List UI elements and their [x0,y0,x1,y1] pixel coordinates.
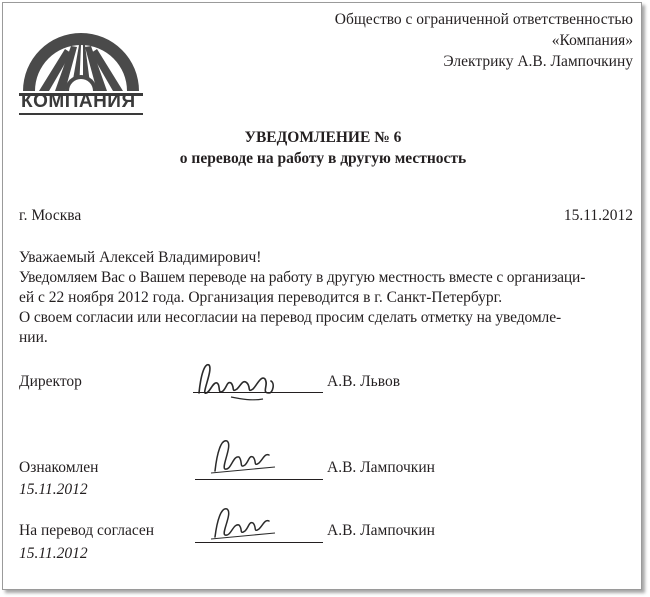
signature-line [195,479,323,480]
signer-name: А.В. Лампочкин [327,522,435,539]
body-line: нии. [19,329,48,346]
signature-date: 15.11.2012 [19,481,88,498]
handwritten-signature [203,495,283,545]
signature-line [195,542,323,543]
signature-line [193,392,323,393]
body-line: О своем согласии или несогласии на перевод просим сделать отметку на уведомле- [19,309,562,326]
signer-name: А.В. Львов [327,373,401,390]
document-title: УВЕДОМЛЕНИЕ № 6 [244,129,402,146]
handwritten-signature [203,425,283,481]
city: г. Москва [19,207,82,224]
org-name-line1: Общество с ограниченной ответственностью [334,11,633,28]
document-date: 15.11.2012 [563,207,633,224]
signer-name: А.В. Лампочкин [327,459,435,476]
signature-role: На перевод согласен [19,522,155,539]
logo-text: КОМПАНИЯ [21,91,136,112]
handwritten-signature [191,353,281,409]
body-line: Уведомляем Вас о Вашем переводе на работу в другую местность вместе с организаци- [19,269,586,286]
document-page [2,2,642,590]
company-logo [19,31,143,115]
addressee: Электрику А.В. Лампочкину [443,53,633,70]
org-name-line2: «Компания» [551,32,633,49]
document-subtitle: о переводе на работу в другую местность [179,150,467,167]
wheel-fan-icon [19,31,143,93]
signature-role: Директор [19,373,82,390]
signature-role: Ознакомлен [19,459,99,476]
greeting: Уважаемый Алексей Владимирович! [19,249,262,266]
body-line: ей с 22 ноября 2012 года. Организация переводится в г. Санкт-Петербург. [19,289,503,306]
signature-date: 15.11.2012 [19,545,88,562]
